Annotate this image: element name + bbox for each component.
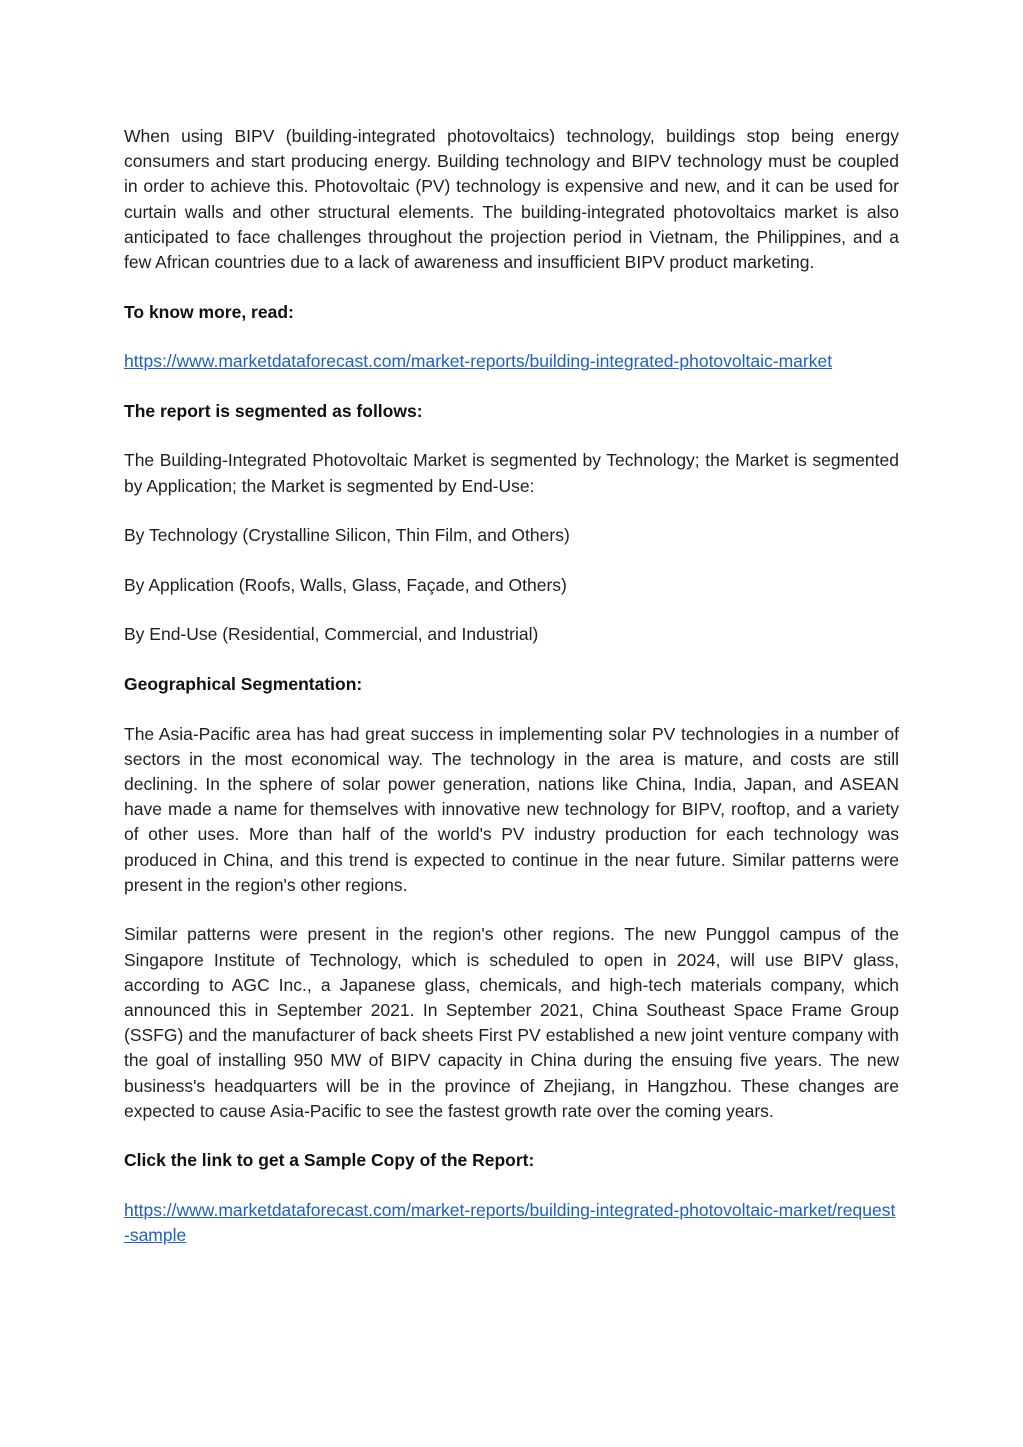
sample-link[interactable]: https://www.marketdataforecast.com/market-reports/building-integrated-photovoltaic-market/request-sample (124, 1199, 896, 1246)
segmentation-heading: The report is segmented as follows: (124, 400, 423, 421)
geographical-paragraph-1: The Asia-Pacific area has had great success in implementing solar PV technologies in a number of sectors in the most economical way. The technology in the area is mature, and costs are still declining. In the sphere of solar power generation, nations like China, India, Japan, and ASEAN have made a name for themselves with innovative new technology for BIPV, rooftop, and a variety of other uses. More than half of the world's PV industry production for each technology was produced in China, and this trend is expected to continue in the near future. Similar patterns were present in the region's other regions. (124, 723, 899, 895)
read-more-link-container (124, 349, 899, 374)
by-application-item: By Application (Roofs, Walls, Glass, Façade, and Others) (124, 574, 567, 595)
read-more-heading: To know more, read: (124, 301, 294, 322)
segmentation-paragraph: The Building-Integrated Photovoltaic Market is segmented by Technology; the Market is segmented by Application; the Market is segmented by End-Use: (124, 450, 899, 496)
geographical-heading: Geographical Segmentation: (124, 673, 363, 694)
sample-heading: Click the link to get a Sample Copy of the Report: (124, 1150, 535, 1171)
document-page (124, 124, 899, 1273)
sample-link-container (124, 1198, 899, 1248)
read-more-link[interactable]: https://www.marketdataforecast.com/market-reports/building-integrated-photovoltaic-market (124, 351, 833, 372)
intro-paragraph: When using BIPV (building-integrated photovoltaics) technology, buildings stop being energy consumers and start producing energy. Building technology and BIPV technology must be coupled in order to achieve this. Photovoltaic (PV) technology is expensive and new, and it can be used for curtain walls and other structural elements. The building-integrated photovoltaics market is also anticipated to face challenges throughout the projection period in Vietnam, the Philippines, and a few African countries due to a lack of awareness and insufficient BIPV product marketing. (124, 126, 899, 273)
geographical-paragraph-2: Similar patterns were present in the region's other regions. The new Punggol campus of the Singapore Institute of Technology, which is scheduled to open in 2024, will use BIPV glass, according to AGC Inc., a Japanese glass, chemicals, and high-tech materials company, which announced this in September 2021. In September 2021, China Southeast Space Frame Group (SSFG) and the manufacturer of back sheets First PV established a new joint venture company with the goal of installing 950 MW of BIPV capacity in China during the ensuing five years. The new business's headquarters will be in the province of Zhejiang, in Hangzhou. These changes are expected to cause Asia-Pacific to see the fastest growth rate over the coming years. (124, 924, 899, 1121)
by-end-use-item: By End-Use (Residential, Commercial, and Industrial) (124, 624, 539, 645)
by-technology-item: By Technology (Crystalline Silicon, Thin Film, and Others) (124, 525, 570, 546)
